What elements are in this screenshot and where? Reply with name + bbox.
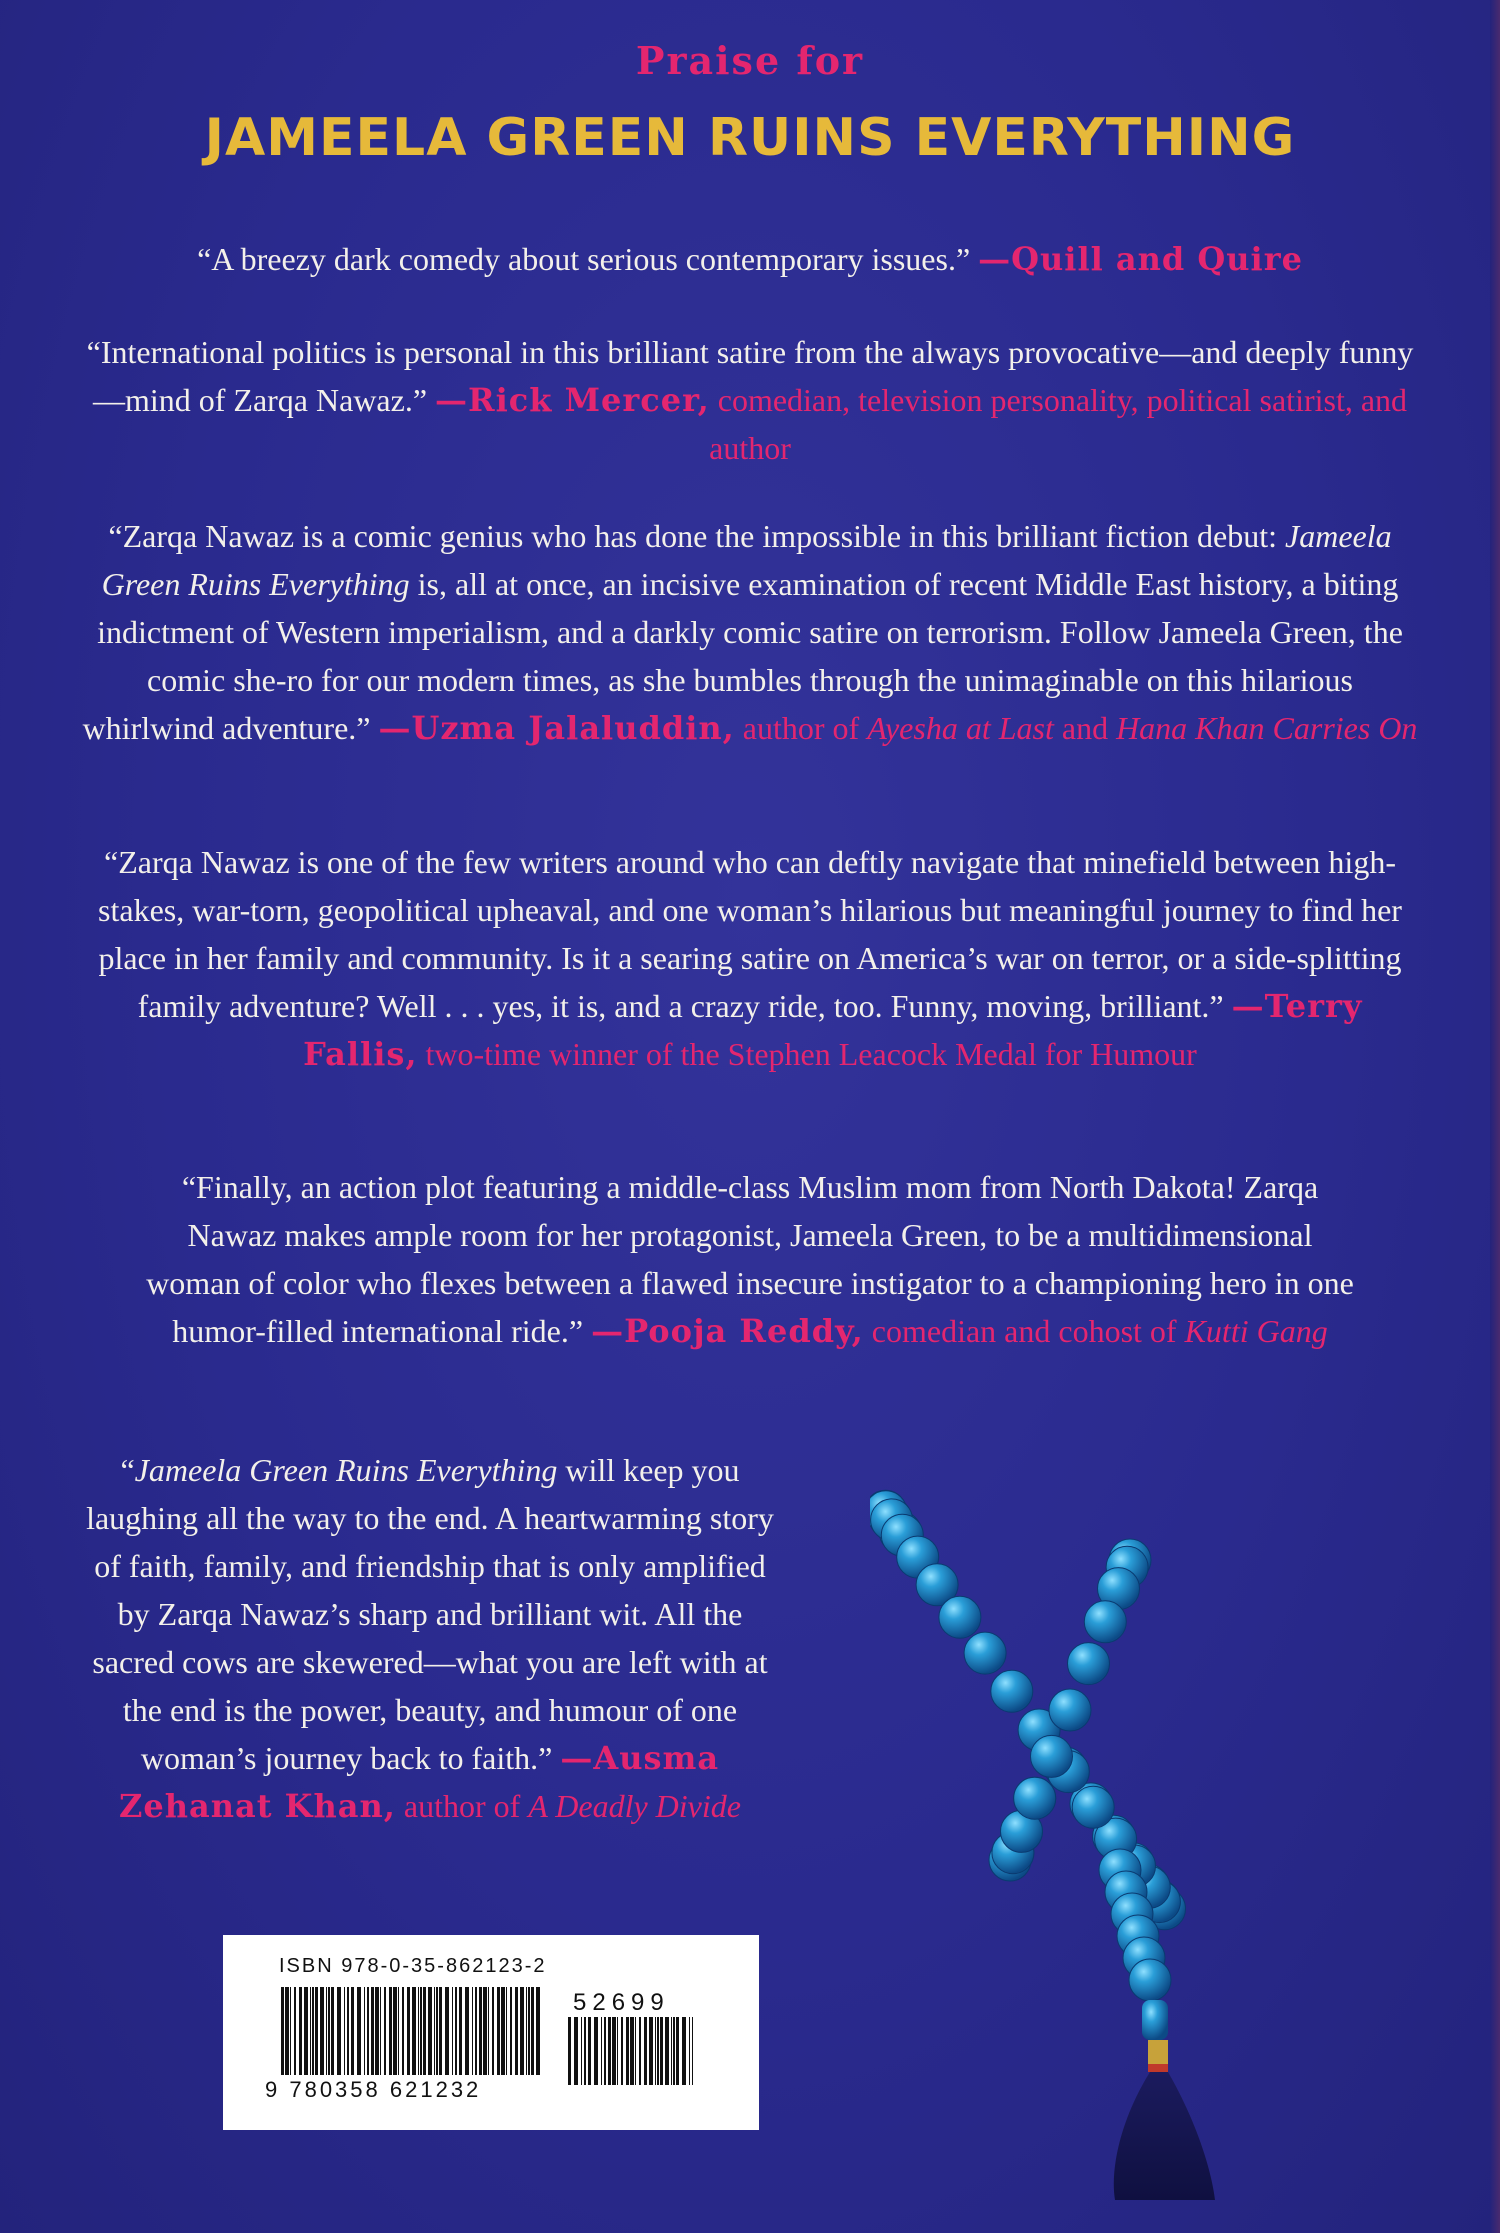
prayer-bead [1068,1643,1110,1685]
blurb-quill-and-quire [80,235,1420,283]
praise-for-heading: Praise for [635,38,865,83]
reviewer-work: Kutti Gang [1184,1313,1328,1349]
barcode-digits: 9 780358 621232 [265,2077,482,2102]
barcode-bar [465,1987,469,2075]
reviewer-work: Ayesha at Last [867,710,1054,746]
barcode-bar [676,2017,679,2085]
prayer-bead [1014,1777,1056,1819]
barcode-bar [479,1987,482,2075]
blurb-open-quote: “ [120,1452,135,1488]
gold-band [1148,2040,1168,2064]
bead-strand [870,1490,1186,2001]
barcode-bar [428,1987,432,2075]
barcode-bar [506,1987,507,2075]
blurb-pooja-reddy [140,1163,1360,1355]
barcode-bar [326,1987,327,2075]
reviewer-description: comedian, television personality, political satirist, and author [709,382,1408,466]
barcode-bar [528,1987,530,2075]
barcode-bar [581,2017,582,2085]
barcode-bar [337,1987,341,2075]
barcode-bar [601,2017,602,2085]
barcode-bar [331,1987,334,2075]
barcode-bar [536,1987,540,2075]
barcode-bar [488,1987,489,2075]
barcode-bar [639,2017,641,2085]
connector-bead [1142,2000,1168,2040]
barcode-bar [393,1987,397,2075]
spine-edge [1490,0,1500,2233]
barcode-bar [320,1987,324,2075]
blurb-text: “A breezy dark comedy about serious contemporary issues.” [197,241,971,277]
red-band [1148,2064,1168,2072]
barcode-bar [475,1987,477,2075]
blurb-text: “Zarqa Nawaz is one of the few writers around who can deftly navigate that minefield between high-stakes, war-torn, geopolitical upheaval, and one woman’s hilarious but meaningful journey to find her place in her family and community. Is it a searing satire on America’s war on terror, or a side-splitting family adventure? Well . . . yes, it is, and a crazy ride, too. Funny, moving, brilliant.” [98,844,1402,1024]
prayer-bead [1031,1735,1073,1777]
barcode-bar [294,1987,296,2075]
barcode-bar [692,2017,693,2085]
blurb-rick-mercer [80,328,1420,472]
barcode-bar [407,1987,410,2075]
barcode-bar [344,1987,345,2075]
barcode-bar [290,1987,291,2075]
barcode-bar [285,1987,289,2075]
blurb-uzma-jalaluddin [80,512,1420,752]
barcode-bar [455,1987,457,2075]
prayer-bead [1084,1601,1126,1643]
barcode-bar [423,1987,426,2075]
blurb-text-continued: is, all at once, an incisive examination of recent Middle East history, a biting indictment of Western imperialism, and a darkly comic satire on terrorism. Follow Jameela Green, the comic she-ro for our modern times, as she bumbles through the unimaginable on this hilarious whirlwind adventure.” [82,566,1403,746]
barcode-bar [621,2017,623,2085]
book-title-bold: JAMEELA GREEN [204,108,689,168]
barcode-bar [604,2017,606,2085]
prayer-beads-illustration [870,1480,1270,2200]
barcode-bar [510,1987,512,2075]
barcode-bar [299,1987,302,2075]
reviewer-name: —Rick Mercer, [435,381,710,419]
barcode-bar [520,1987,524,2075]
barcode-bar [445,1987,449,2075]
barcode-bar [380,1987,381,2075]
barcode-bar [328,1987,330,2075]
barcode-bar [310,1987,311,2075]
barcode-bar [526,1987,527,2075]
blurb-terry-fallis [80,838,1420,1078]
prayer-bead [1129,1959,1171,2001]
barcode-bar [657,2017,659,2085]
barcode-bar [436,1987,438,2075]
barcode-bar [483,1987,487,2075]
barcode-bar [617,2017,618,2085]
barcode-bar [649,2017,653,2085]
price-code: 52699 [573,1989,670,2016]
barcode-bar [497,1987,500,2075]
reviewer-name: —Ausma Zehanat Khan, [119,1739,720,1825]
reviewer-name: —Uzma Jalaluddin, [378,709,735,747]
barcode-bar [351,1987,354,2075]
blurb-text: will keep you laughing all the way to the end. A heartwarming story of faith, family, and friendship that is only amplified by Zarqa Nawaz’s sharp and brilliant wit. All the sacred cows are skewered—what you are left with at the end is the power, beauty, and humour of one woman’s journey back to faith.” [86,1452,774,1776]
reviewer-work: Hana Khan Carries On [1116,710,1418,746]
prayer-bead [1072,1786,1114,1828]
barcode-bar [635,2017,636,2085]
reviewer-description: two-time winner of the Stephen Leacock Medal for Humour [425,1036,1197,1072]
barcode-bar [315,1987,318,2075]
reviewer-work: A Deadly Divide [528,1788,741,1824]
prayer-bead [991,1670,1033,1712]
reviewer-name: —Quill and Quire [978,240,1303,278]
reviewer-name: —Terry Fallis, [303,987,1363,1073]
blurb-text: “Zarqa Nawaz is a comic genius who has done the impossible in this brilliant fiction debut: [108,518,1285,554]
barcode-bar [501,1987,505,2075]
barcode-bar [492,1987,494,2075]
reviewer-name: —Pooja Reddy, [591,1312,864,1350]
isbn-number: ISBN 978-0-35-862123-2 [279,1955,547,1977]
barcode-bar [626,2017,629,2085]
barcode-bar [304,1987,308,2075]
barcode-bar [630,2017,634,2085]
book-title-italic: Jameela Green Ruins Everything [101,518,1392,602]
barcode-bar [412,1987,416,2075]
barcode-bar [418,1987,419,2075]
barcode-bar [472,1987,473,2075]
barcode-bar [398,1987,399,2075]
blurb-text: “International politics is personal in this brilliant satire from the always provocative—and deeply funny—mind of Zarqa Nawaz.” [86,334,1414,418]
prayer-bead [964,1632,1006,1674]
blurb-ausma-zehanat-khan [80,1446,780,1830]
reviewer-conjunction: and [1061,710,1109,746]
prayer-bead [1049,1689,1091,1731]
barcode-bar [584,2017,586,2085]
barcode-bar [389,1987,392,2075]
barcode-bar [375,1987,379,2075]
barcode-bar [644,2017,647,2085]
reviewer-description: author of [403,1788,521,1824]
blurb-attribution [435,382,1407,466]
barcode-box [223,1935,759,2130]
barcode-bar [671,2017,672,2085]
barcode-bar [384,1987,386,2075]
barcode-bar [665,2017,669,2085]
barcode-bar [281,1987,284,2075]
blurb-attribution [978,241,1303,277]
book-title-italic: Jameela Green Ruins Everything [134,1452,558,1488]
barcode-bar [364,1987,365,2075]
blurb-attribution [378,710,1417,746]
prayer-bead [939,1596,981,1638]
reviewer-description: comedian and cohost of [871,1313,1177,1349]
barcode-bar [420,1987,422,2075]
barcode-bar [673,2017,675,2085]
book-title-rest: RUINS EVERYTHING [707,108,1296,168]
barcode-bar [439,1987,442,2075]
barcode-bar [371,1987,374,2075]
blurb-text: “Finally, an action plot featuring a middle-class Muslim mom from North Dakota! Zarqa Nawaz makes ample room for her protagonist, Jameela Green, to be a multidimensional woman of color who flexes between a flawed insecure instigator to a championing hero in one humor-filled international ride.” [146,1169,1354,1349]
barcode-bar [568,2017,571,2085]
barcode-bar [689,2017,690,2085]
book-title [0,108,1500,168]
barcode-bar [682,2017,686,2085]
barcode-bar [655,2017,656,2085]
barcode-bar [402,1987,404,2075]
barcode-bar [574,2017,578,2085]
barcode-bar [588,2017,591,2085]
barcode-bar [612,2017,616,2085]
barcode-bar [594,2017,598,2085]
blurb-attribution [591,1313,1328,1349]
barcode-bar [452,1987,453,2075]
barcode-bar [660,2017,663,2085]
barcode-bar [434,1987,435,2075]
barcode-bar [459,1987,462,2075]
barcode-bar [367,1987,369,2075]
barcode-bar [347,1987,349,2075]
reviewer-description: author of [742,710,860,746]
barcode-bar [357,1987,361,2075]
tassel [1114,2072,1215,2200]
barcode-bar [312,1987,314,2075]
barcode-bar [515,1987,518,2075]
barcode-bar [608,2017,611,2085]
barcode-bar [531,1987,534,2075]
